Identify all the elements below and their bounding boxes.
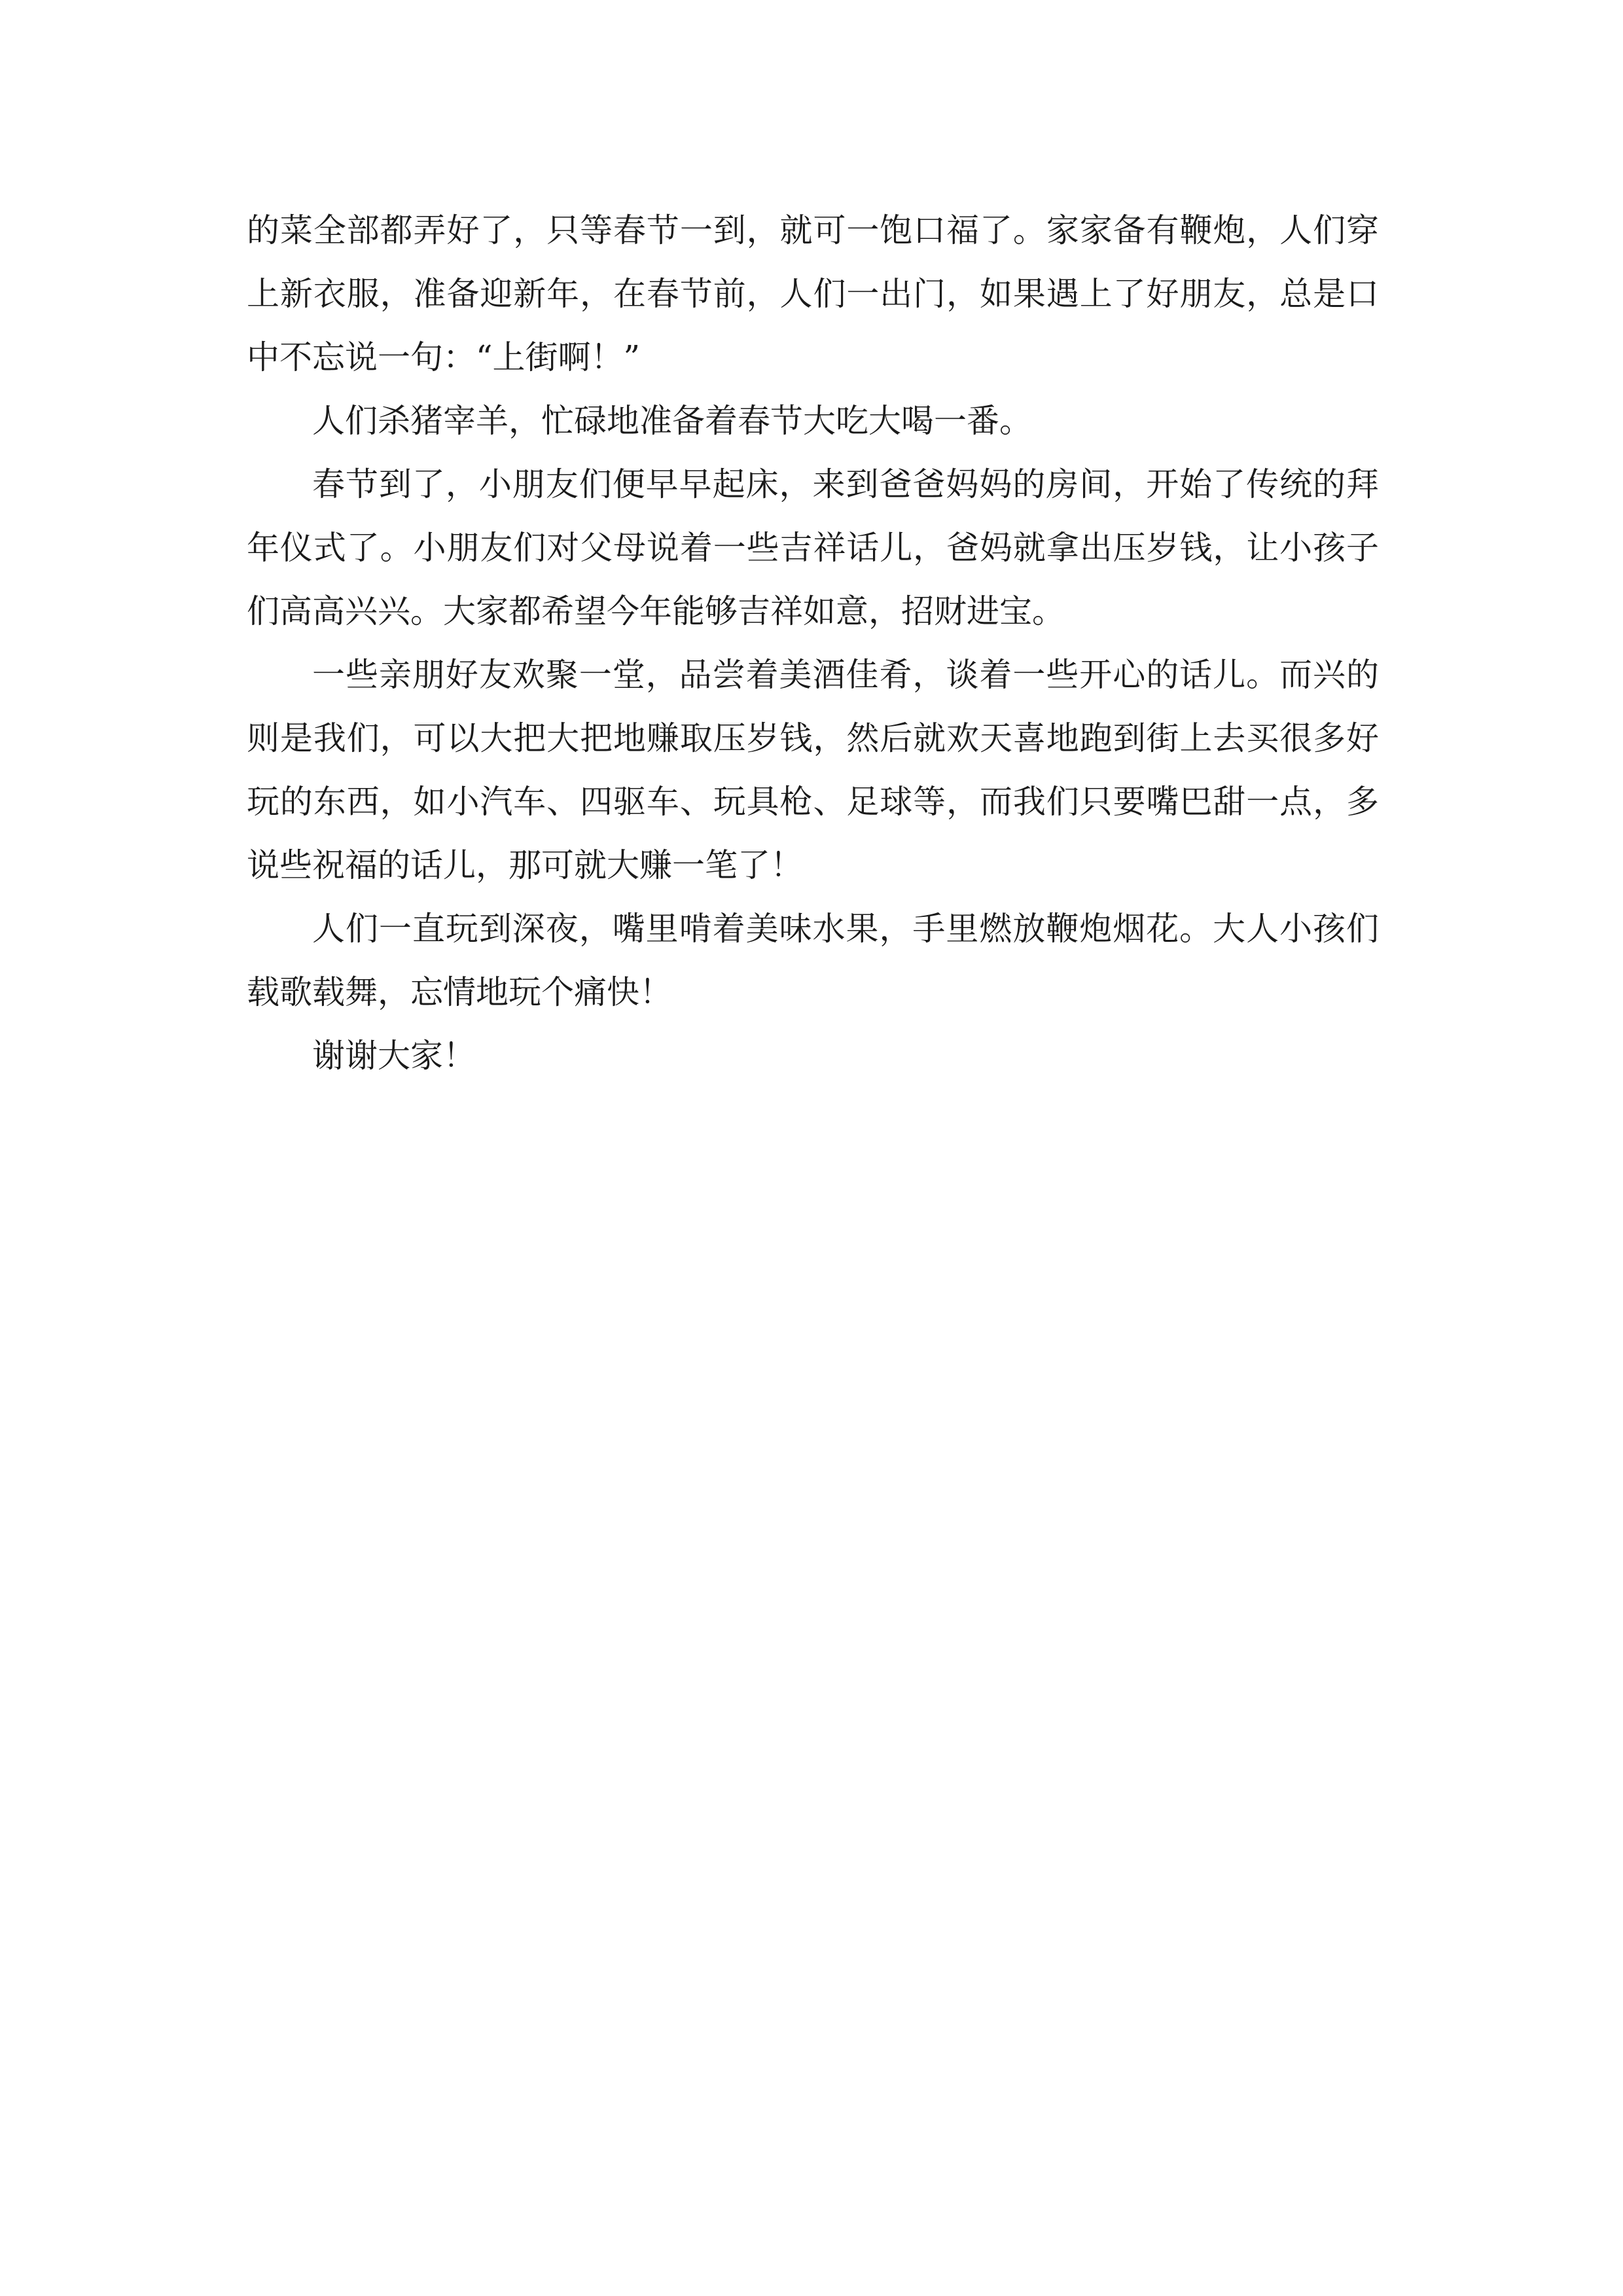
document-body xyxy=(247,199,1379,1088)
paragraph: 人们一直玩到深夜，嘴里啃着美味水果，手里燃放鞭炮烟花。大人小孩们载歌载舞，忘情地玩个痛快！ xyxy=(247,910,1379,1011)
paragraph: 一些亲朋好友欢聚一堂，品尝着美酒佳肴，谈着一些开心的话儿。而兴的则是我们，可以大把大把地赚取压岁钱，然后就欢天喜地跑到街上去买很多好玩的东西，如小汽车、四驱车、玩具枪、足球等，而我们只要嘴巴甜一点，多说些祝福的话儿，那可就大赚一笔了！ xyxy=(247,656,1379,884)
paragraph: 人们杀猪宰羊，忙碌地准备着春节大吃大喝一番。 xyxy=(312,402,1032,440)
paragraph-continued: 的菜全部都弄好了，只等春节一到，就可一饱口福了。家家备有鞭炮，人们穿上新衣服，准备迎新年，在春节前，人们一出门，如果遇上了好朋友，总是口中不忘说一句：“上街啊！” xyxy=(247,211,1379,376)
paragraph: 春节到了，小朋友们便早早起床，来到爸爸妈妈的房间，开始了传统的拜年仪式了。小朋友们对父母说着一些吉祥话儿，爸妈就拿出压岁钱，让小孩子们高高兴兴。大家都希望今年能够吉祥如意，招财进宝。 xyxy=(247,465,1379,630)
closing-line: 谢谢大家！ xyxy=(312,1037,476,1075)
